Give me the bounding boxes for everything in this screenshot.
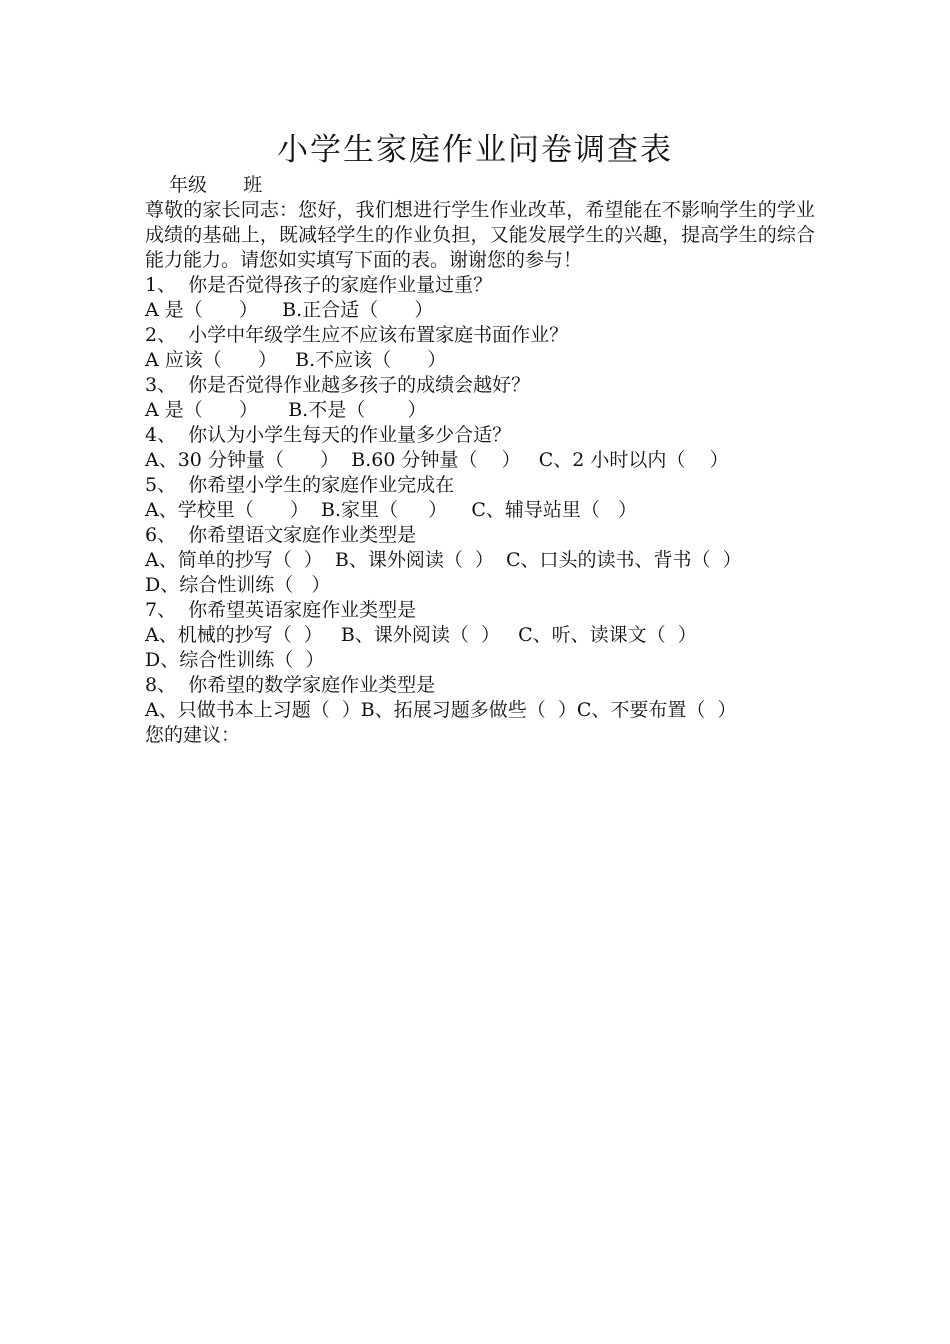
greeting-paragraph: 尊敬的家长同志：您好，我们想进行学生作业改革，希望能在不影响学生的学业成绩的基础上，既减轻学生的作业负担，又能发展学生的兴趣，提高学生的综合能力能力。请您如实填写下面的表。谢谢您的参与！: [145, 199, 815, 271]
question-text: 4、 你认为小学生每天的作业量多少合适？: [145, 424, 512, 446]
question-options: A、只做书本上习题（ ）B、拓展习题多做些（ ）C、不要布置（ ）: [145, 699, 737, 721]
question-options: A 是（ ） B.不是（ ）: [145, 399, 427, 421]
question-text: 5、 你希望小学生的家庭作业完成在: [145, 474, 455, 496]
question-options: A 是（ ） B.正合适（ ）: [145, 299, 434, 321]
survey-body: [145, 173, 815, 748]
question-text: 3、 你是否觉得作业越多孩子的成绩会越好？: [145, 374, 531, 396]
question-text: 1、 你是否觉得孩子的家庭作业量过重？: [145, 274, 493, 296]
question-options: A、机械的抄写（ ） B、课外阅读（ ） C、听、读课文（ ）: [145, 624, 697, 646]
page-title: 小学生家庭作业问卷调查表: [277, 132, 673, 168]
question-options: D、综合性训练（ ）: [145, 649, 325, 671]
question-7: [145, 598, 815, 673]
question-3: [145, 373, 815, 423]
suggestion-label: 您的建议：: [145, 724, 241, 746]
question-options: D、综合性训练（ ）: [145, 574, 331, 596]
question-text: 2、 小学中年级学生应不应该布置家庭书面作业？: [145, 324, 569, 346]
question-text: 6、 你希望语文家庭作业类型是: [145, 524, 417, 546]
question-options: A、30 分钟量（ ） B.60 分钟量（ ） C、2 小时以内（ ）: [145, 449, 729, 471]
question-options: A 应该（ ） B.不应该（ ）: [145, 349, 447, 371]
question-text: 8、 你希望的数学家庭作业类型是: [145, 674, 436, 696]
question-options: A、学校里（ ） B.家里（ ） C、辅导站里（ ）: [145, 499, 638, 521]
question-options: A、简单的抄写（ ） B、课外阅读（ ） C、口头的读书、背书（ ）: [145, 549, 742, 571]
question-4: [145, 423, 815, 473]
question-6: [145, 523, 815, 598]
question-2: [145, 323, 815, 373]
question-8: [145, 673, 815, 723]
question-text: 7、 你希望英语家庭作业类型是: [145, 599, 417, 621]
question-1: [145, 273, 815, 323]
question-5: [145, 473, 815, 523]
grade-class-line: 年级 班: [169, 174, 263, 196]
